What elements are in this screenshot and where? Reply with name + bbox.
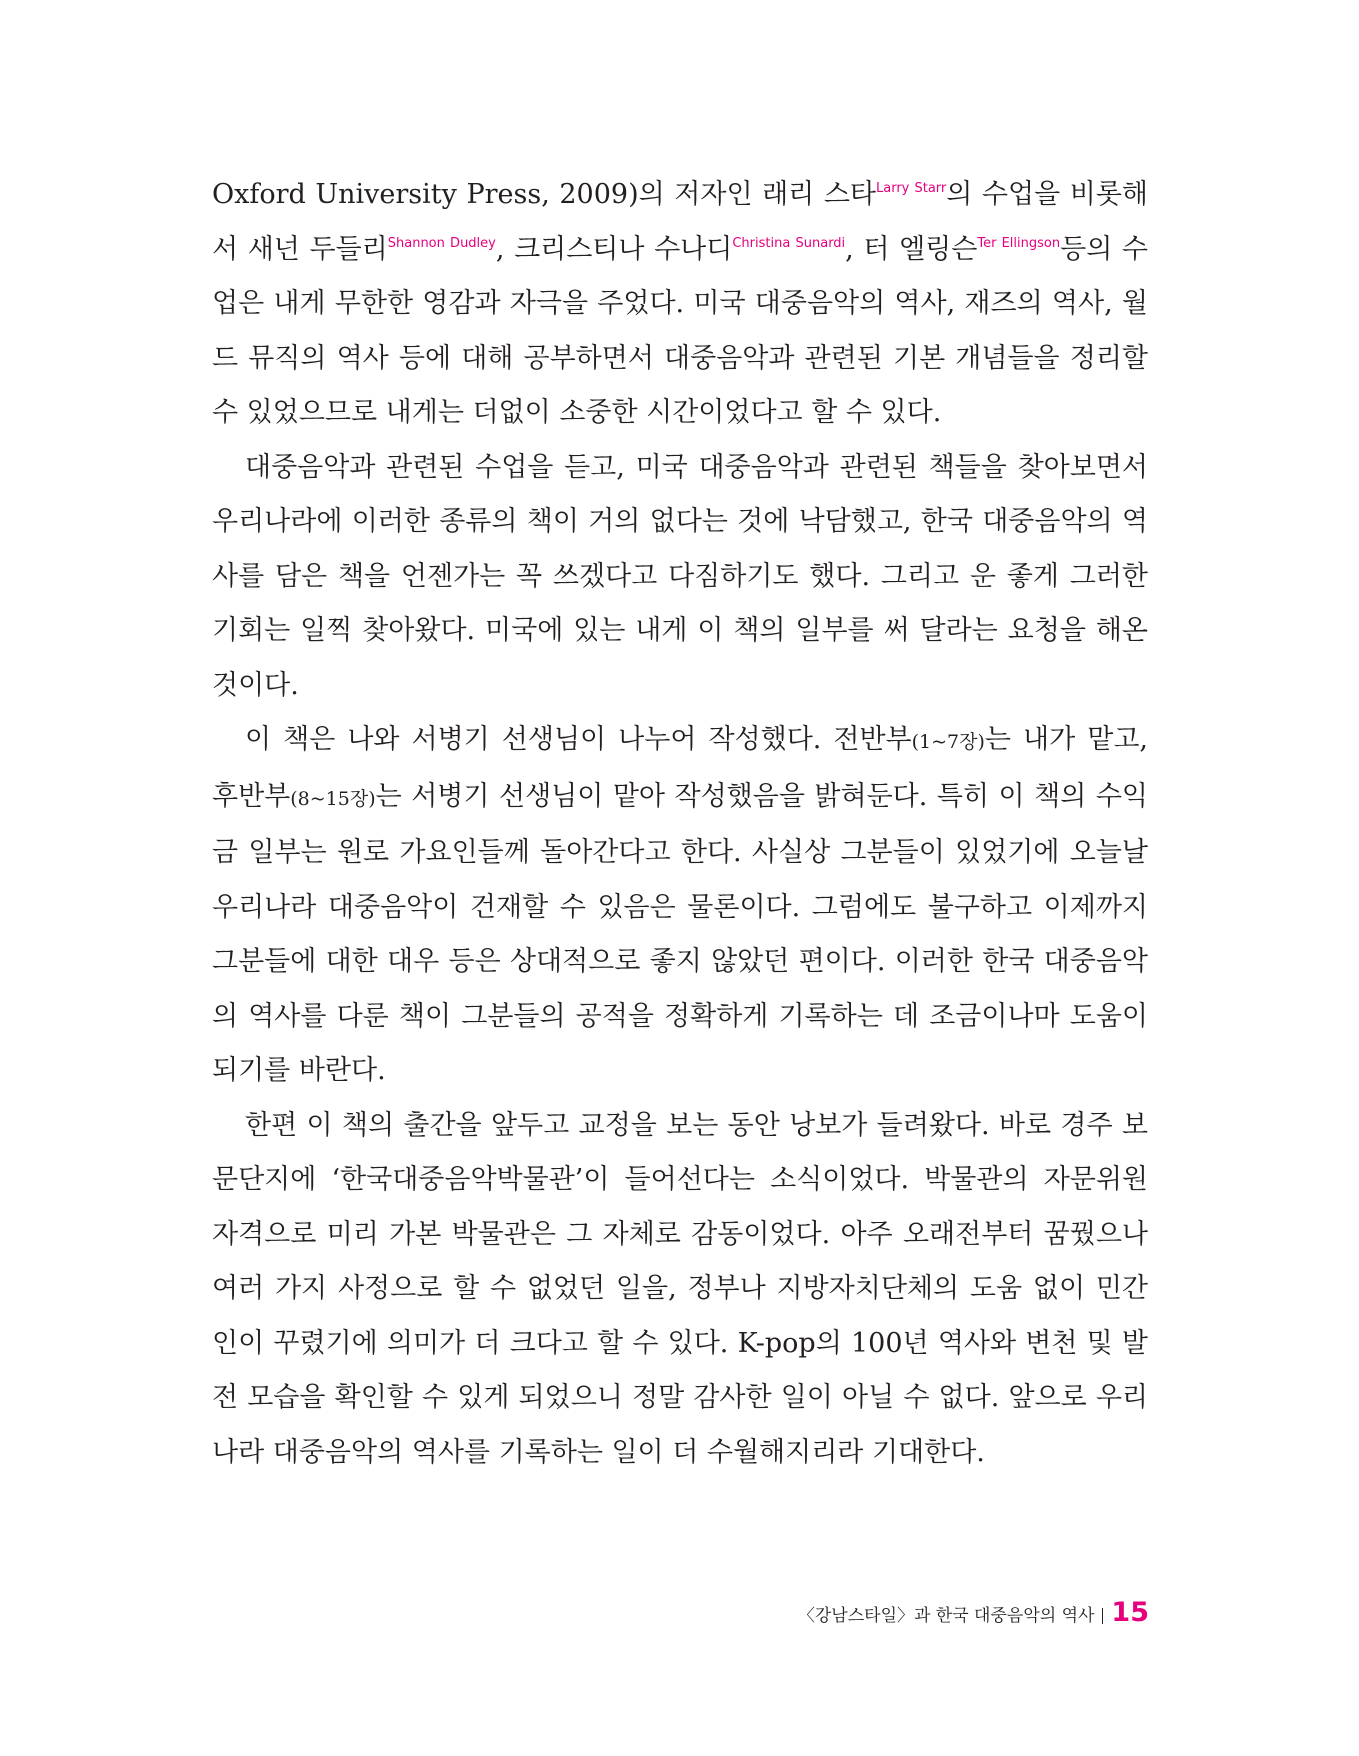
paragraph <box>212 168 1148 441</box>
english-name-gloss: Larry Starr <box>876 180 947 196</box>
english-name-gloss: Christina Sunardi <box>732 235 846 251</box>
paragraph <box>212 713 1148 1099</box>
english-name-gloss: Ter Ellingson <box>977 235 1061 251</box>
running-title: 〈강남스타일〉과 한국 대중음악의 역사 <box>797 1606 1095 1626</box>
english-name-gloss: Shannon Dudley <box>387 235 496 251</box>
text-run: 이 책은 나와 서병기 선생님이 나누어 작성했다. 전반부 <box>245 724 912 755</box>
text-run: 는 서병기 선생님이 맡아 작성했음을 밝혀둔다. 특히 이 책의 수익금 일부는 원로 가요인들께 돌아간다고 한다. 사실상 그분들이 있었기에 오늘날 우리나라 대중음악이 건재할 수 있음은 물론이다. 그럼에도 불구하고 이제까지 그분들에 대한 대우 등은 상대적으로 좋지 않았던 편이다. 이러한 한국 대중음악의 역사를 다룬 책이 그분들의 공적을 정확하게 기록하는 데 조금이나마 도움이 되기를 바란다. <box>212 780 1148 1086</box>
text-run: , 터 엘링슨 <box>845 233 978 265</box>
footer-divider <box>1102 1608 1103 1624</box>
text-run: , 크리스티나 수나디 <box>495 233 733 265</box>
chapter-range-note: (1~7장) <box>911 731 985 753</box>
page-number: 15 <box>1111 1597 1149 1628</box>
text-run: Oxford University Press, 2009)의 저자인 래리 스타 <box>212 179 876 210</box>
text-run: 는 내가 맡고, 후반부 <box>212 724 1148 812</box>
page-footer <box>798 1598 1149 1628</box>
text-run: 대중음악과 관련된 수업을 듣고, 미국 대중음악과 관련된 책들을 찾아보면서 우리나라에 이러한 종류의 책이 거의 없다는 것에 낙담했고, 한국 대중음악의 역사를 담은 책을 언젠가는 꼭 쓰겠다고 다짐하기도 했다. 그리고 운 좋게 그러한 기회는 일찍 찾아왔다. 미국에 있는 내게 이 책의 일부를 써 달라는 요청을 해온 것이다. <box>212 451 1148 701</box>
text-run: 등의 수업은 내게 무한한 영감과 자극을 주었다. 미국 대중음악의 역사, 재즈의 역사, 월드 뮤직의 역사 등에 대해 공부하면서 대중음악과 관련된 기본 개념들을 정리할 수 있었으므로 내게는 더없이 소중한 시간이었다고 할 수 있다. <box>212 233 1148 428</box>
text-run: 한편 이 책의 출간을 앞두고 교정을 보는 동안 낭보가 들려왔다. 바로 경주 보문단지에 ‘한국대중음악박물관’이 들어선다는 소식이었다. 박물관의 자문위원 자격으로 미리 가본 박물관은 그 자체로 감동이었다. 아주 오래전부터 꿈꿨으나 여러 가지 사정으로 할 수 없었던 일을, 정부나 지방자치단체의 도움 없이 민간인이 꾸렸기에 의미가 더 크다고 할 수 있다. K-pop의 100년 역사와 변천 및 발전 모습을 확인할 수 있게 되었으니 정말 감사한 일이 아닐 수 없다. 앞으로 우리나라 대중음악의 역사를 기록하는 일이 더 수월해지리라 기대한다. <box>212 1109 1148 1468</box>
paragraph <box>212 441 1148 714</box>
text-run: 의 수업을 비롯해서 새넌 두들리 <box>212 179 1148 265</box>
chapter-range-note: (8~15장) <box>290 787 376 810</box>
paragraph <box>212 1099 1148 1481</box>
body-text <box>212 168 1148 1480</box>
